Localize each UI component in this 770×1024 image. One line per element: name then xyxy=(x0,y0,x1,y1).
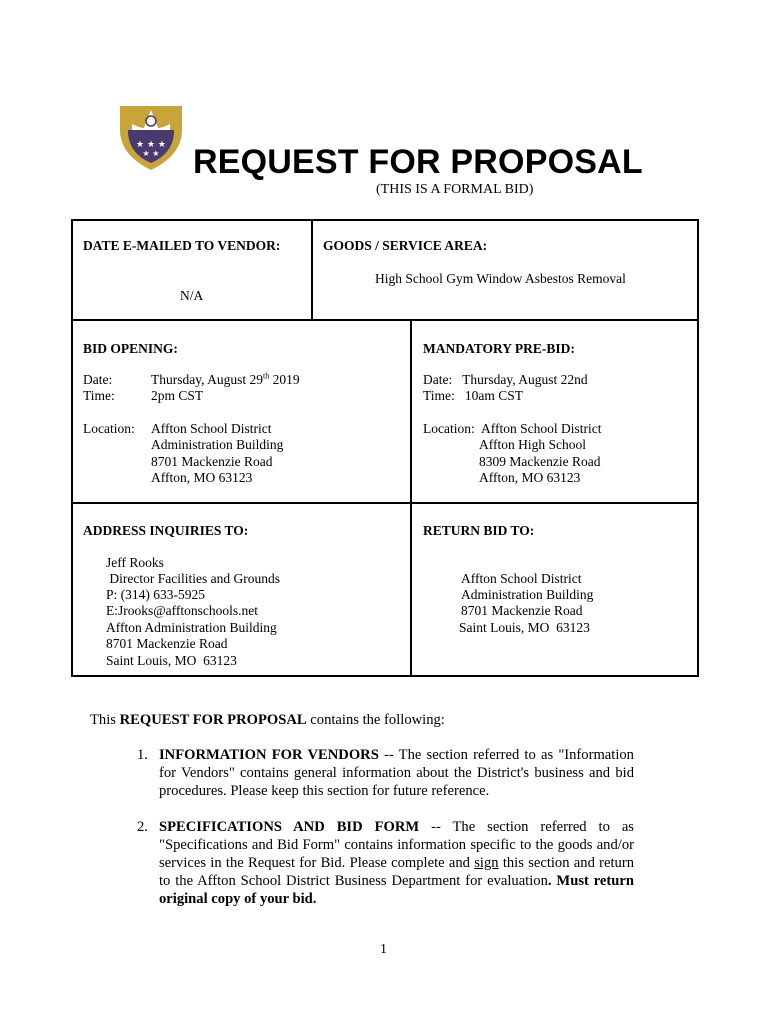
bid-opening-location-label: Location: xyxy=(83,421,135,436)
pre-bid-location-line: Affton, MO 63123 xyxy=(479,470,581,485)
bid-opening-location-line: 8701 Mackenzie Road xyxy=(151,454,273,469)
inquiries-line: Director Facilities and Grounds xyxy=(106,571,280,586)
date-emailed-label: DATE E-MAILED TO VENDOR: xyxy=(83,238,281,253)
bid-opening-time-label: Time: xyxy=(83,388,115,403)
intro-paragraph: This REQUEST FOR PROPOSAL contains the following: xyxy=(90,712,445,728)
pre-bid-location-line: 8309 Mackenzie Road xyxy=(479,454,601,469)
inquiries-line: E:Jrooks@afftonschools.net xyxy=(106,603,259,618)
bid-opening-location-line: Administration Building xyxy=(151,437,284,452)
page-title: REQUEST FOR PROPOSAL xyxy=(193,143,643,181)
inquiries-line: Jeff Rooks xyxy=(106,555,164,570)
pre-bid-location-line: Affton School District xyxy=(481,421,602,436)
page-number: 1 xyxy=(380,942,387,957)
bid-opening-time-value: 2pm CST xyxy=(151,388,204,403)
bid-opening-label: BID OPENING: xyxy=(83,341,178,356)
goods-service-label: GOODS / SERVICE AREA: xyxy=(323,238,488,253)
logo-stars-2: ★ ★ xyxy=(142,149,160,158)
inquiries-line: 8701 Mackenzie Road xyxy=(106,636,228,651)
logo-stars: ★ ★ ★ xyxy=(136,140,166,150)
col-divider-lower xyxy=(410,319,412,677)
inquiries-label: ADDRESS INQUIRIES TO: xyxy=(83,523,249,538)
return-bid-line: Saint Louis, MO 63123 xyxy=(459,620,590,635)
inquiries-line: Saint Louis, MO 63123 xyxy=(106,653,237,668)
return-bid-line: 8701 Mackenzie Road xyxy=(461,603,583,618)
bid-opening-date-label: Date: xyxy=(83,372,113,387)
inquiries-line: P: (314) 633-5925 xyxy=(106,587,205,602)
list-number: 1. xyxy=(137,747,148,763)
district-logo xyxy=(114,100,188,172)
pre-bid-label: MANDATORY PRE-BID: xyxy=(423,341,575,356)
bid-opening-location-line: Affton, MO 63123 xyxy=(151,470,253,485)
col-divider-row1 xyxy=(311,219,313,321)
list-number: 2. xyxy=(137,819,148,835)
return-bid-line: Affton School District xyxy=(461,571,582,586)
pre-bid-location-label: Location: xyxy=(423,421,475,436)
pre-bid-date: Date: Thursday, August 22nd xyxy=(423,372,588,387)
goods-service-value: High School Gym Window Asbestos Removal xyxy=(375,271,626,286)
row-divider-2 xyxy=(71,502,699,504)
bid-opening-date-value: Thursday, August 29th 2019 xyxy=(151,371,300,387)
inquiries-line: Affton Administration Building xyxy=(106,620,277,635)
pre-bid-location-line: Affton High School xyxy=(479,437,586,452)
row-divider-1 xyxy=(71,319,699,321)
list-item-specifications: SPECIFICATIONS AND BID FORM -- The section referred to as "Specifications and Bid Form" contains information specific to the goods and/or services in the Request for Bid. Please complete and sign this section and return to the Affton School District Business Department for evaluation. Must return original copy of your bid. xyxy=(159,819,634,907)
page-subtitle: (THIS IS A FORMAL BID) xyxy=(376,182,534,197)
date-emailed-value: N/A xyxy=(180,288,204,303)
pre-bid-time: Time: 10am CST xyxy=(423,388,524,403)
list-item-vendors: INFORMATION FOR VENDORS -- The section referred to as "Information for Vendors" contains general information about the District's business and bid procedures. Please keep this section for future reference. xyxy=(159,747,634,799)
return-bid-line: Administration Building xyxy=(461,587,594,602)
return-bid-label: RETURN BID TO: xyxy=(423,523,535,538)
bid-opening-location-line: Affton School District xyxy=(151,421,272,436)
